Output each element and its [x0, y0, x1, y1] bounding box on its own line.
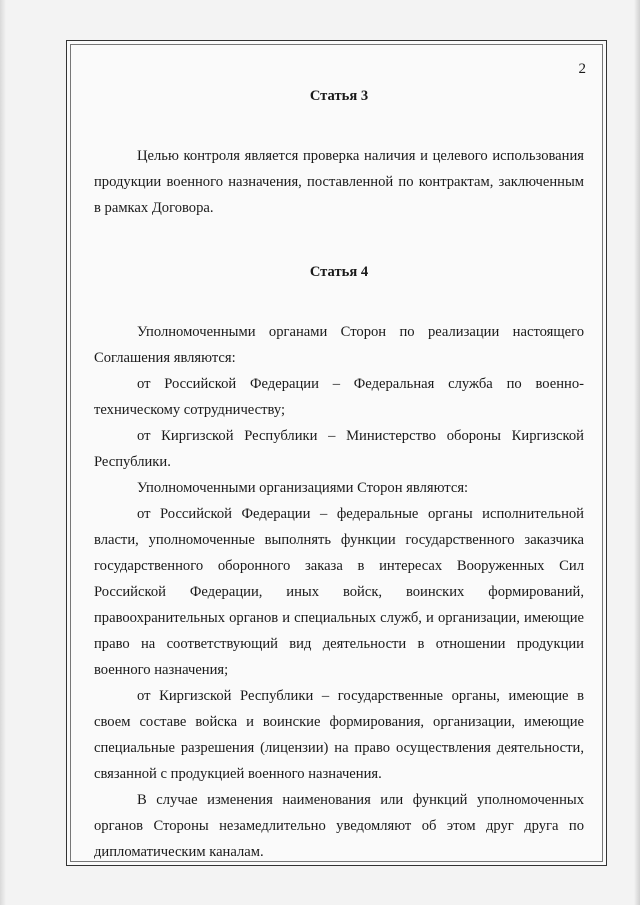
article-4-paragraph-2: от Российской Федерации – Федеральная служба по военно-техническому сотрудничеству; — [94, 376, 584, 418]
article-4-paragraph-1: Уполномоченными органами Сторон по реализации настоящего Соглашения являются: — [94, 324, 584, 366]
article-4-paragraph-3: от Киргизской Республики – Министерство обороны Киргизской Республики. — [94, 428, 584, 470]
article-4-paragraph-7: В случае изменения наименования или функций уполномоченных органов Стороны незамедлительно уведомляют об этом друг друга по дипломатическим каналам. — [94, 792, 584, 860]
article-3-paragraph-1: Целью контроля является проверка наличия и целевого использования продукции военного назначения, поставленной по контрактам, заключенным в рамках Договора. — [94, 148, 584, 216]
article-3-heading: Статья 3 — [309, 88, 369, 104]
page-number: 2 — [578, 61, 586, 77]
article-4-paragraph-6: от Киргизской Республики – государственные органы, имеющие в своем составе войска и воинские формирования, организации, имеющие специальные разрешения (лицензии) на право осуществления деятельности, связанной с продукцией военного назначения. — [94, 688, 584, 782]
article-4-paragraph-4: Уполномоченными организациями Сторон являются: — [137, 480, 469, 496]
scan-edge-right — [634, 0, 640, 905]
article-4-paragraph-5: от Российской Федерации – федеральные органы исполнительной власти, уполномоченные выполнять функции государственного заказчика государственного оборонного заказа в интересах Вооруженных Сил Российской Федерации, иных войск, воинских формирований, правоохранительных органов и специальных служб, и организации, имеющие право на соответствующий вид деятельности в отношении продукции военного назначения; — [94, 506, 584, 678]
document-page — [66, 40, 607, 866]
scan-edge-left — [0, 0, 6, 905]
document-body — [94, 83, 584, 865]
article-4-heading: Статья 4 — [309, 264, 369, 280]
